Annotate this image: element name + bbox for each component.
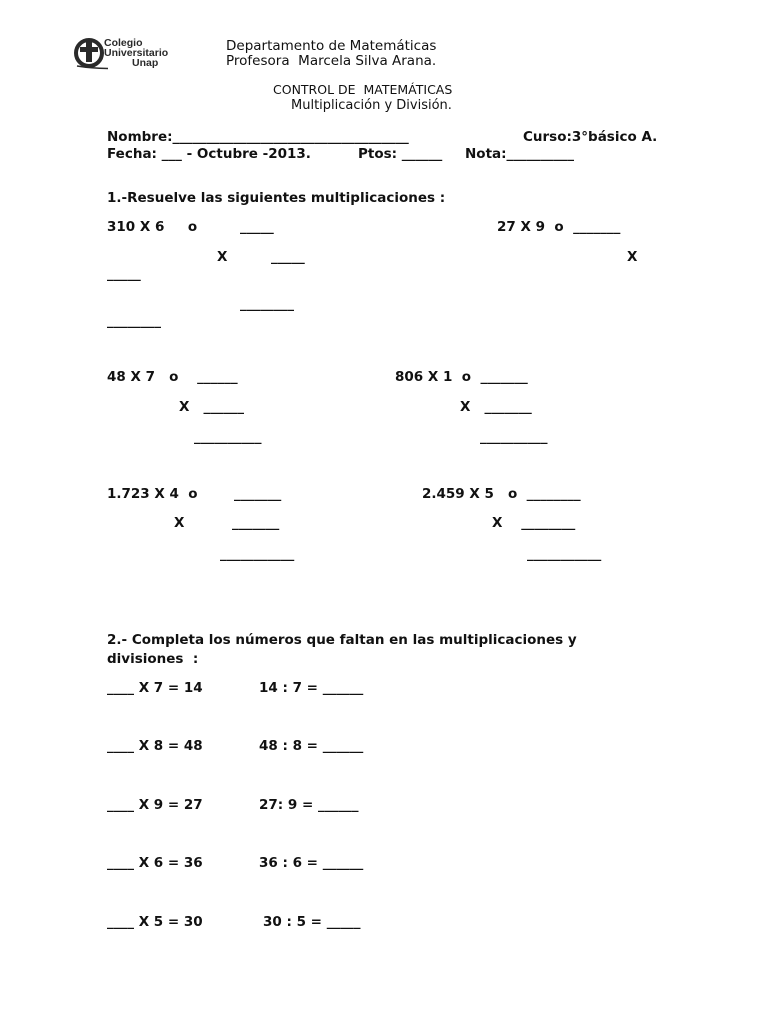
points-field[interactable]: Ptos: ______ xyxy=(358,146,443,162)
test-subtitle: Multiplicación y División. xyxy=(291,98,452,113)
problem-1-expression: 310 X 6 o xyxy=(107,219,198,235)
problem-5-result[interactable]: ___________ xyxy=(220,546,295,562)
problem-6-x-line[interactable]: X ________ xyxy=(492,515,576,531)
problem-5-blank-2[interactable]: _______ xyxy=(232,515,280,531)
problem-2-x: X xyxy=(627,249,638,265)
logo-line-2: Universitario xyxy=(104,47,169,59)
logo-line-3: Unap xyxy=(132,57,159,69)
teacher-name: Profesora Marcela Silva Arana. xyxy=(226,53,437,69)
section2-heading-line-1: 2.- Completa los números que faltan en las multiplicaciones y xyxy=(107,632,577,648)
problem-6-expression[interactable]: 2.459 X 5 o ________ xyxy=(422,486,581,502)
exercise-1-division[interactable]: 14 : 7 = ______ xyxy=(259,680,364,696)
school-emblem-icon xyxy=(74,36,108,70)
problem-5-blank-1[interactable]: _______ xyxy=(234,486,282,502)
problem-4-expression[interactable]: 806 X 1 o _______ xyxy=(395,369,528,385)
exercise-2-division[interactable]: 48 : 8 = ______ xyxy=(259,738,364,754)
problem-1-blank-1[interactable]: _____ xyxy=(240,219,274,235)
exercise-2-multiplication[interactable]: ____ X 8 = 48 xyxy=(107,738,203,754)
exercise-4-division[interactable]: 36 : 6 = ______ xyxy=(259,855,364,871)
problem-1-blank-4[interactable]: ________ xyxy=(240,296,294,312)
problem-3-x-line[interactable]: X ______ xyxy=(179,399,245,415)
date-field[interactable]: Fecha: ___ - Octubre -2013. xyxy=(107,146,311,162)
problem-3-result[interactable]: __________ xyxy=(194,429,262,445)
problem-3-expression[interactable]: 48 X 7 o ______ xyxy=(107,369,238,385)
problem-1-blank-3[interactable]: _____ xyxy=(107,266,141,282)
problem-5-expression: 1.723 X 4 o xyxy=(107,486,198,502)
school-logo xyxy=(74,36,179,70)
problem-2-expression[interactable]: 27 X 9 o _______ xyxy=(497,219,621,235)
test-title: CONTROL DE MATEMÁTICAS xyxy=(273,82,453,97)
exercise-5-division[interactable]: 30 : 5 = _____ xyxy=(263,914,361,930)
problem-4-x-line[interactable]: X _______ xyxy=(460,399,532,415)
logo-text xyxy=(104,38,168,68)
problem-1-x: X xyxy=(217,249,228,265)
exercise-4-multiplication[interactable]: ____ X 6 = 36 xyxy=(107,855,203,871)
section2-heading-line-2: divisiones : xyxy=(107,651,199,667)
problem-1-blank-5[interactable]: ________ xyxy=(107,313,161,329)
section1-heading: 1.-Resuelve las siguientes multiplicaciones : xyxy=(107,190,446,206)
problem-1-blank-2[interactable]: _____ xyxy=(271,249,305,265)
exercise-3-multiplication[interactable]: ____ X 9 = 27 xyxy=(107,797,203,813)
exercise-3-division[interactable]: 27: 9 = ______ xyxy=(259,797,359,813)
problem-5-x: X xyxy=(174,515,185,531)
grade-field[interactable]: Nota:__________ xyxy=(465,146,575,162)
exercise-1-multiplication[interactable]: ____ X 7 = 14 xyxy=(107,680,203,696)
exercise-5-multiplication[interactable]: ____ X 5 = 30 xyxy=(107,914,203,930)
department-name: Departamento de Matemáticas xyxy=(226,38,437,54)
name-field[interactable]: Nombre:___________________________________ xyxy=(107,129,409,145)
problem-4-result[interactable]: __________ xyxy=(480,429,548,445)
course-label: Curso:3°básico A. xyxy=(523,129,658,145)
logo-line-1: Colegio xyxy=(104,37,143,49)
problem-6-result[interactable]: ___________ xyxy=(527,546,602,562)
